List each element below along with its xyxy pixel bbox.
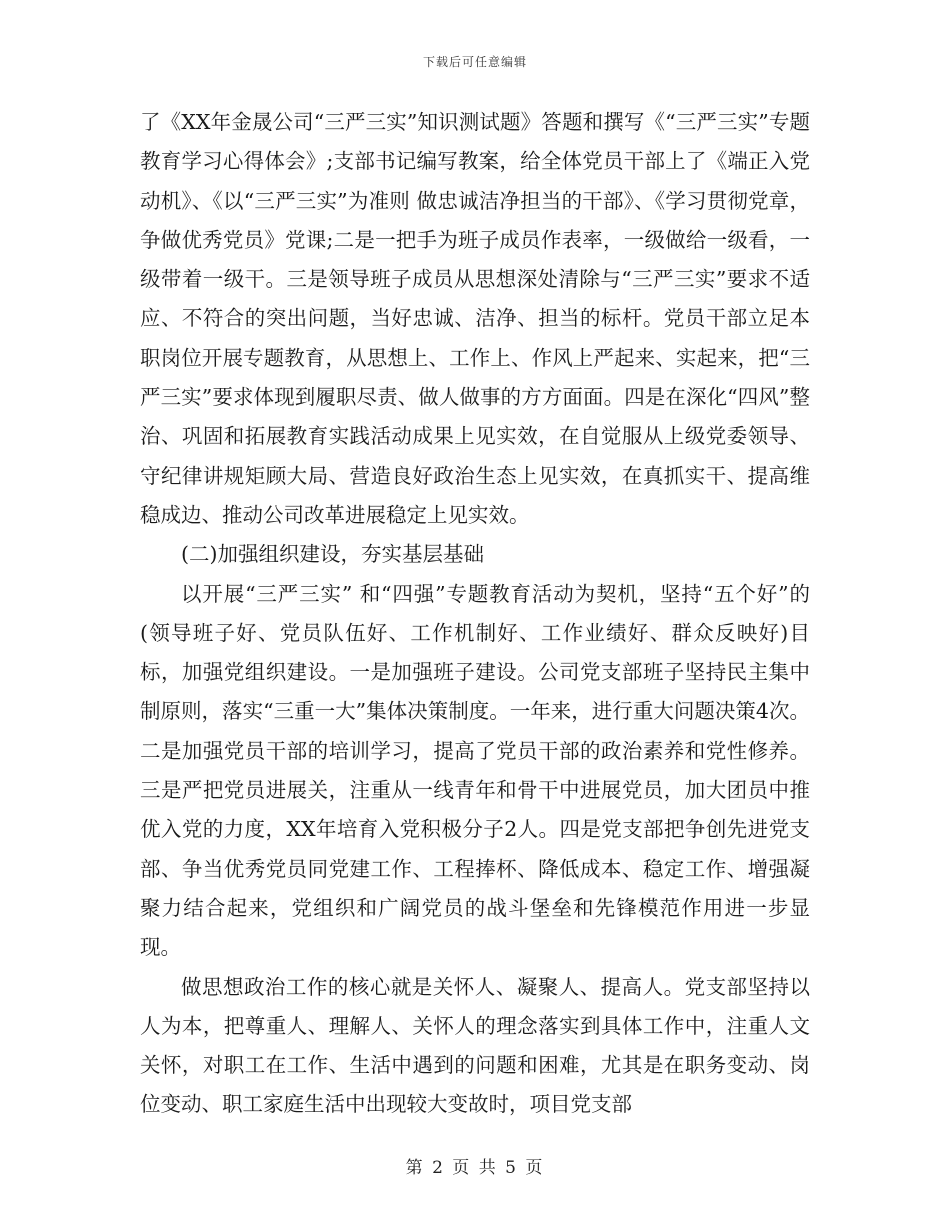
- paragraph: 以开展“三严三实” 和“四强”专题教育活动为契机，坚持“五个好”的(领导班子好、党员队伍好、工作机制好、工作业绩好、群众反映好)目标，加强党组织建设。一是加强班子建设。公司党支部班子坚持民主集中制原则，落实“三重一大”集体决策制度。一年来，进行重大问题决策4次。二是加强党员干部的培训学习，提高了党员干部的政治素养和党性修养。三是严把党员进展关，注重从一线青年和骨干中进展党员，加大团员中推优入党的力度，XX年培育入党积极分子2人。四是党支部把争创先进党支部、争当优秀党员同党建工作、工程捧杯、降低成本、稳定工作、增强凝聚力结合起来，党组织和广阔党员的战斗堡垒和先锋模范作用进一步显现。: [140, 581, 810, 960]
- page-header: 下载后可任意编辑: [422, 55, 527, 69]
- paragraph-continuation: 了《XX年金晟公司“三严三实”知识测试题》答题和撰写《“三严三实”专题教育学习心得体会》;支部书记编写教案，给全体党员干部上了《端正入党动机》、《以“三严三实”为准则 做忠诚洁净担当的干部》、《学习贯彻党章，争做优秀党员》党课;二是一把手为班子成员作表率，一级做给一级看，一级带着一级干。三是领导班子成员从思想深处清除与“三严三实”要求不适应、不符合的突出问题，当好忠诚、洁净、担当的标杆。党员干部立足本职岗位开展专题教育，从思想上、工作上、作风上严起来、实起来，把“三严三实”要求体现到履职尽责、做人做事的方方面面。四是在深化“四风”整治、巩固和拓展教育实践活动成果上见实效，在自觉服从上级党委领导、守纪律讲规矩顾大局、营造良好政治生态上见实效，在真抓实干、提高维稳成边、推动公司改革进展稳定上见实效。: [140, 110, 810, 527]
- document-body: [140, 103, 810, 1125]
- section-heading: (二)加强组织建设，夯实基层基础: [181, 542, 484, 567]
- page-number: 第 2 页 共 5 页: [405, 1158, 545, 1178]
- paragraph: 做思想政治工作的核心就是关怀人、凝聚人、提高人。党支部坚持以人为本，把尊重人、理解人、关怀人的理念落实到具体工作中，注重人文关怀，对职工在工作、生活中遇到的问题和困难，尤其是在职务变动、岗位变动、职工家庭生活中出现较大变故时，项目党支部: [140, 974, 810, 1117]
